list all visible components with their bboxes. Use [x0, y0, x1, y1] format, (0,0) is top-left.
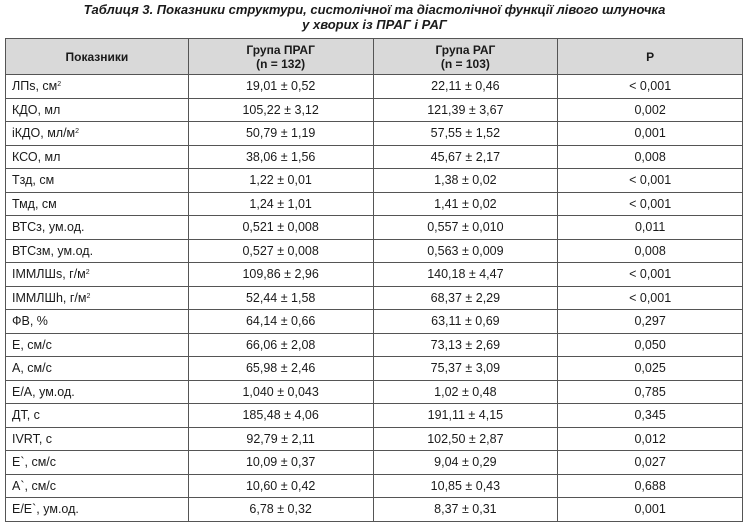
prag-value-cell: 109,86 ± 2,96	[188, 263, 373, 287]
parameter-name-cell: ДТ, с	[6, 404, 189, 428]
header-rag-title: Група РАГ	[435, 42, 496, 57]
echo-parameters-table	[5, 38, 743, 522]
table-row	[6, 75, 743, 99]
prag-value-cell: 92,79 ± 2,11	[188, 427, 373, 451]
parameter-name-cell: ІММЛШh, $г/м^2$	[6, 286, 189, 310]
rag-value-cell: 1,38 ± 0,02	[373, 169, 558, 193]
parameter-name-cell: Е/А, ум.од.	[6, 380, 189, 404]
table-row	[6, 427, 743, 451]
superscript-2: 2	[85, 269, 90, 277]
prag-value-cell: 66,06 ± 2,08	[188, 333, 373, 357]
superscript-2: 2	[86, 292, 91, 300]
rag-value-cell: 9,04 ± 0,29	[373, 451, 558, 475]
p-value-cell: < 0,001	[558, 263, 743, 287]
rag-value-cell: 1,02 ± 0,48	[373, 380, 558, 404]
parameter-name-cell: Е, см/с	[6, 333, 189, 357]
rag-value-cell: 121,39 ± 3,67	[373, 98, 558, 122]
table-row	[6, 404, 743, 428]
prag-value-cell: 1,040 ± 0,043	[188, 380, 373, 404]
parameter-name-cell: ЛПs, $см^2$	[6, 75, 189, 99]
p-value-cell: 0,345	[558, 404, 743, 428]
caption-line-2: у хворих із ПРАГ і РАГ	[302, 17, 447, 32]
p-value-cell: 0,025	[558, 357, 743, 381]
prag-value-cell: 6,78 ± 0,32	[188, 498, 373, 522]
table-caption	[0, 2, 749, 36]
table-row	[6, 239, 743, 263]
prag-value-cell: 1,22 ± 0,01	[188, 169, 373, 193]
p-value-cell: < 0,001	[558, 192, 743, 216]
prag-value-cell: 0,521 ± 0,008	[188, 216, 373, 240]
parameter-name-cell: КДО, мл	[6, 98, 189, 122]
rag-value-cell: 75,37 ± 3,09	[373, 357, 558, 381]
table-header-row	[6, 39, 743, 75]
prag-value-cell: 65,98 ± 2,46	[188, 357, 373, 381]
header-prag-group	[188, 39, 373, 75]
parameter-name-cell: Е`, см/с	[6, 451, 189, 475]
table-row	[6, 145, 743, 169]
rag-value-cell: 0,563 ± 0,009	[373, 239, 558, 263]
p-value-cell: 0,785	[558, 380, 743, 404]
prag-value-cell: 0,527 ± 0,008	[188, 239, 373, 263]
table-row	[6, 98, 743, 122]
header-prag-title: Група ПРАГ	[246, 42, 315, 57]
parameter-name-cell: Тмд, см	[6, 192, 189, 216]
superscript-2: 2	[57, 81, 62, 89]
parameter-name-cell: IVRT, с	[6, 427, 189, 451]
parameter-name-cell: КСО, мл	[6, 145, 189, 169]
p-value-cell: 0,002	[558, 98, 743, 122]
rag-value-cell: 57,55 ± 1,52	[373, 122, 558, 146]
p-value-cell: 0,050	[558, 333, 743, 357]
prag-value-cell: 1,24 ± 1,01	[188, 192, 373, 216]
prag-value-cell: 10,60 ± 0,42	[188, 474, 373, 498]
caption-line-1: Таблиця 3. Показники структури, систолічної та діастолічної функції лівого шлуночка	[83, 2, 666, 17]
prag-value-cell: 50,79 ± 1,19	[188, 122, 373, 146]
rag-value-cell: 10,85 ± 0,43	[373, 474, 558, 498]
header-rag-group	[373, 39, 558, 75]
parameter-name-cell: ВТСзм, ум.од.	[6, 239, 189, 263]
parameter-name-cell: Тзд, см	[6, 169, 189, 193]
table-row	[6, 333, 743, 357]
prag-value-cell: 19,01 ± 0,52	[188, 75, 373, 99]
p-value-cell: 0,297	[558, 310, 743, 334]
p-value-cell: 0,012	[558, 427, 743, 451]
rag-value-cell: 1,41 ± 0,02	[373, 192, 558, 216]
rag-value-cell: 140,18 ± 4,47	[373, 263, 558, 287]
rag-value-cell: 63,11 ± 0,69	[373, 310, 558, 334]
rag-value-cell: 45,67 ± 2,17	[373, 145, 558, 169]
table-row	[6, 169, 743, 193]
p-value-cell: 0,001	[558, 498, 743, 522]
parameter-name-cell: ВТСз, ум.од.	[6, 216, 189, 240]
header-prag-n: (n = 132)	[256, 56, 306, 71]
table-row	[6, 263, 743, 287]
parameter-name-cell: А, см/с	[6, 357, 189, 381]
prag-value-cell: 38,06 ± 1,56	[188, 145, 373, 169]
parameter-name-cell: ІММЛШs, $г/м^2$	[6, 263, 189, 287]
table-row	[6, 310, 743, 334]
parameter-name-cell: іКДО, $мл/м^2$	[6, 122, 189, 146]
header-p-value: P	[558, 39, 743, 75]
rag-value-cell: 8,37 ± 0,31	[373, 498, 558, 522]
table-row	[6, 216, 743, 240]
prag-value-cell: 105,22 ± 3,12	[188, 98, 373, 122]
header-rag-n: (n = 103)	[440, 56, 490, 71]
rag-value-cell: 102,50 ± 2,87	[373, 427, 558, 451]
p-value-cell: < 0,001	[558, 286, 743, 310]
p-value-cell: < 0,001	[558, 169, 743, 193]
table-row	[6, 474, 743, 498]
p-value-cell: < 0,001	[558, 75, 743, 99]
rag-value-cell: 0,557 ± 0,010	[373, 216, 558, 240]
table-row	[6, 451, 743, 475]
p-value-cell: 0,011	[558, 216, 743, 240]
table-row	[6, 192, 743, 216]
parameter-name-cell: А`, см/с	[6, 474, 189, 498]
p-value-cell: 0,027	[558, 451, 743, 475]
p-value-cell: 0,008	[558, 239, 743, 263]
parameter-name-cell: ФВ, %	[6, 310, 189, 334]
prag-value-cell: 52,44 ± 1,58	[188, 286, 373, 310]
rag-value-cell: 73,13 ± 2,69	[373, 333, 558, 357]
parameter-name-cell: Е/Е`, ум.од.	[6, 498, 189, 522]
rag-value-cell: 22,11 ± 0,46	[373, 75, 558, 99]
p-value-cell: 0,008	[558, 145, 743, 169]
prag-value-cell: 185,48 ± 4,06	[188, 404, 373, 428]
superscript-2: 2	[75, 128, 80, 136]
table-row	[6, 122, 743, 146]
table-row	[6, 380, 743, 404]
rag-value-cell: 68,37 ± 2,29	[373, 286, 558, 310]
p-value-cell: 0,001	[558, 122, 743, 146]
table-row	[6, 286, 743, 310]
table-body	[6, 75, 743, 522]
prag-value-cell: 10,09 ± 0,37	[188, 451, 373, 475]
table-row	[6, 357, 743, 381]
table-row	[6, 498, 743, 522]
prag-value-cell: 64,14 ± 0,66	[188, 310, 373, 334]
header-parameters: Показники	[6, 39, 189, 75]
rag-value-cell: 191,11 ± 4,15	[373, 404, 558, 428]
p-value-cell: 0,688	[558, 474, 743, 498]
